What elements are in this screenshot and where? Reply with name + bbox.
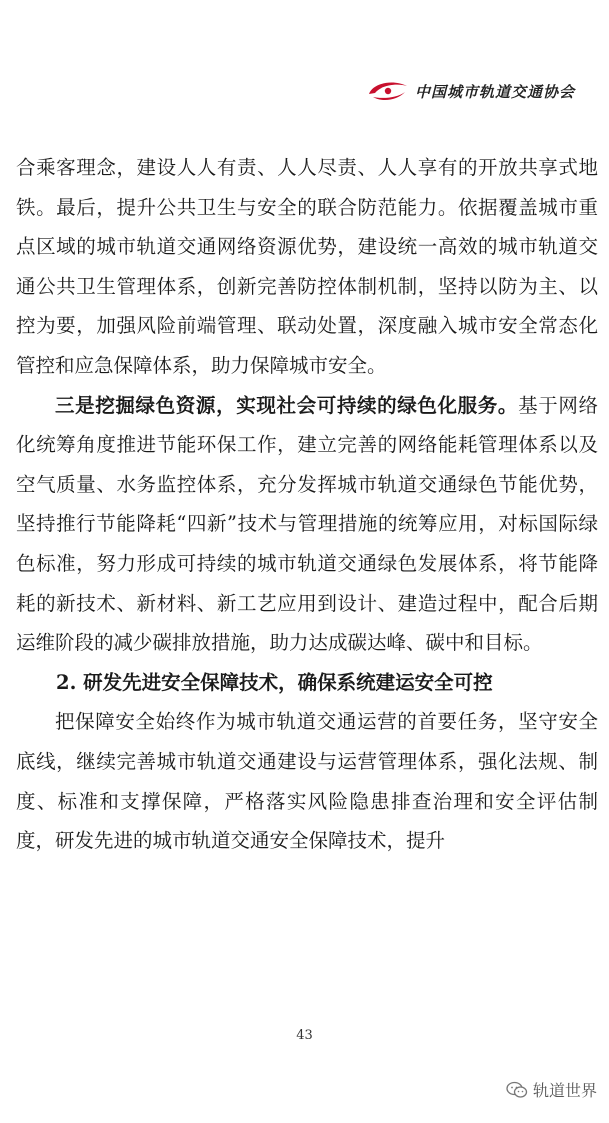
page-header [367, 80, 575, 102]
association-logo [367, 80, 409, 102]
page-number: 43 [296, 1028, 313, 1043]
paragraph-3: 把保障安全始终作为城市轨道交通运营的首要任务，坚守安全底线，继续完善城市轨道交通建设与运营管理体系，强化法规、制度、标准和支撑保障，严格落实风险隐患排查治理和安全评估制度，研发先进的城市轨道交通安全保障技术，提升 [16, 710, 598, 853]
paragraph-1: 合乘客理念，建设人人有责、人人尽责、人人享有的开放共享式地铁。最后，提升公共卫生与安全的联合防范能力。依据覆盖城市重点区域的城市轨道交通网络资源优势，建设统一高效的城市轨道交通公共卫生管理体系，创新完善防控体制机制，坚持以防为主、以控为要，加强风险前端管理、联动处置，深度融入城市安全常态化管控和应急保障体系，助力保障城市安全。 [16, 156, 598, 377]
section-heading: 2. 研发先进安全保障技术，确保系统建运安全可控 [56, 670, 493, 694]
paragraph-2-bold-lead: 三是挖掘绿色资源，实现社会可持续的绿色化服务。 [55, 393, 519, 417]
watermark [506, 1078, 597, 1101]
paragraph-2-text: 基于网络化统筹角度推进节能环保工作，建立完善的网络能耗管理体系以及空气质量、水务监控体系，充分发挥城市轨道交通绿色节能优势，坚持推行节能降耗“四新”技术与管理措施的统筹应用，对标国际绿色标准，努力形成可持续的城市轨道交通绿色发展体系，将节能降耗的新技术、新材料、新工艺应用到设计、建造过程中，配合后期运维阶段的减少碳排放措施，助力达成碳达峰、碳中和目标。 [16, 393, 598, 655]
wechat-icon [506, 1081, 528, 1099]
header-org-name: 中国城市轨道交通协会 [414, 82, 575, 101]
paragraph-2 [16, 386, 598, 663]
watermark-text: 轨道世界 [532, 1081, 597, 1100]
document-body [16, 148, 598, 861]
